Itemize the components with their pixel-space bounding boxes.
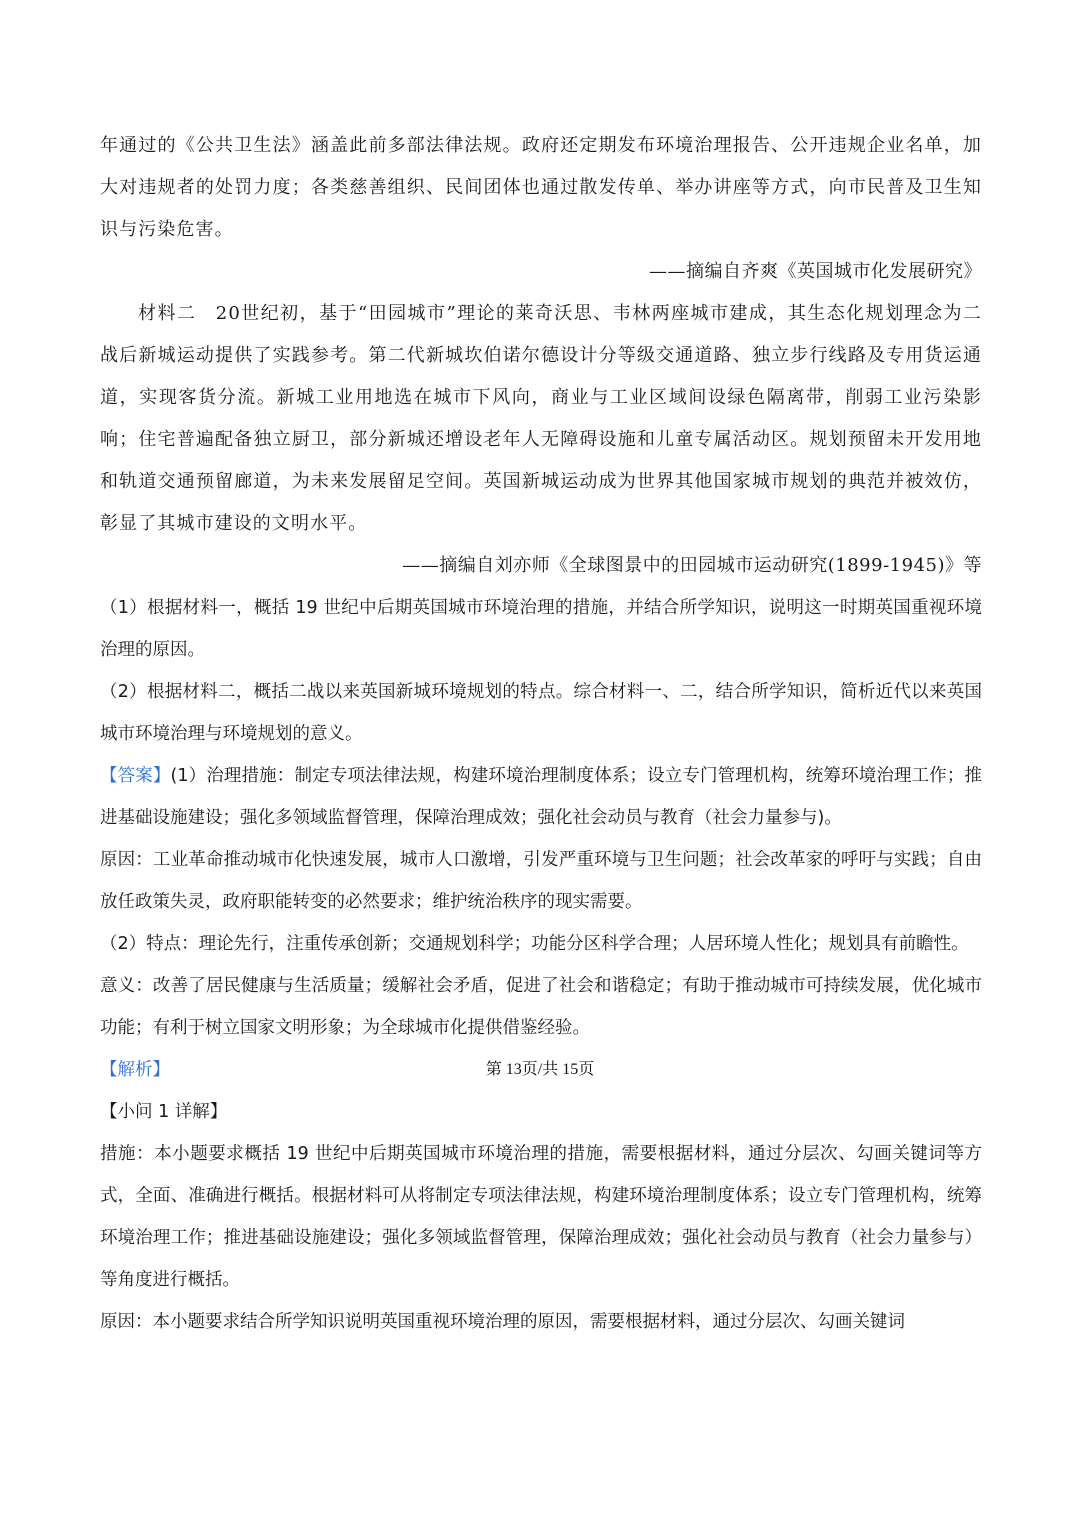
analysis-reasons: 原因：本小题要求结合所学知识说明英国重视环境治理的原因，需要根据材料，通过分层次、勾画关键词 (100, 1312, 905, 1332)
answer-one-measures: (1）治理措施：制定专项法律法规，构建环境治理制度体系；设立专门管理机构，统筹环境治理工作；推进基础设施建设；强化多领域监督管理，保障治理成效；强化社会动员与教育（社会力量参与)。 (100, 766, 983, 828)
answer-two-meaning: 意义：改善了居民健康与生活质量；缓解社会矛盾，促进了社会和谐稳定；有助于推动城市可持续发展，优化城市功能；有利于树立国家文明形象；为全球城市化提供借鉴经验。 (100, 976, 982, 1038)
page-content (100, 125, 982, 1343)
analysis-tag: 【解析】 (100, 1060, 170, 1080)
analysis-subheading: 【小问 1 详解】 (100, 1102, 228, 1122)
answer-block (100, 755, 982, 839)
material-one-source: ——摘编自齐爽《英国城市化发展研究》 (649, 261, 982, 282)
answer-two-features: （2）特点：理论先行，注重传承创新；交通规划科学；功能分区科学合理；人居环境人性化；规划具有前瞻性。 (100, 934, 969, 954)
answer-tag: 【答案】 (100, 766, 171, 786)
material-two-source: ——摘编自刘亦师《全球图景中的田园城市运动研究(1899-1945)》等 (402, 555, 982, 576)
material-one-tail: 年通过的《公共卫生法》涵盖此前多部法律法规。政府还定期发布环境治理报告、公开违规企业名单，加大对违规者的处罚力度；各类慈善组织、民间团体也通过散发传单、举办讲座等方式，向市民普及卫生知识与污染危害。 (100, 135, 982, 240)
analysis-measures: 措施：本小题要求概括 19 世纪中后期英国城市环境治理的措施，需要根据材料，通过分层次、勾画关键词等方式，全面、准确进行概括。根据材料可从将制定专项法律法规，构建环境治理制度体系；设立专门管理机构，统筹环境治理工作；推进基础设施建设；强化多领域监督管理，保障治理成效；强化社会动员与教育（社会力量参与）等角度进行概括。 (100, 1144, 982, 1290)
question-one: （1）根据材料一，概括 19 世纪中后期英国城市环境治理的措施，并结合所学知识，说明这一时期英国重视环境治理的原因。 (100, 598, 982, 660)
answer-one-reasons: 原因：工业革命推动城市化快速发展，城市人口激增，引发严重环境与卫生问题；社会改革家的呼吁与实践；自由放任政策失灵，政府职能转变的必然要求；维护统治秩序的现实需要。 (100, 850, 982, 912)
page-footer: 第 13页/共 15页 (485, 1061, 595, 1078)
question-two: （2）根据材料二，概括二战以来英国新城环境规划的特点。综合材料一、二，结合所学知识，简析近代以来英国城市环境治理与环境规划的意义。 (100, 682, 982, 744)
material-two: 材料二 20世纪初，基于“田园城市”理论的莱奇沃思、韦林两座城市建成，其生态化规划理念为二战后新城运动提供了实践参考。第二代新城坎伯诺尔德设计分等级交通道路、独立步行线路及专用货运通道，实现客货分流。新城工业用地选在城市下风向，商业与工业区域间设绿色隔离带，削弱工业污染影响；住宅普遍配备独立厨卫，部分新城还增设老年人无障碍设施和儿童专属活动区。规划预留未开发用地和轨道交通预留廊道，为未来发展留足空间。英国新城运动成为世界其他国家城市规划的典范并被效仿，彰显了其城市建设的文明水平。 (100, 303, 982, 534)
